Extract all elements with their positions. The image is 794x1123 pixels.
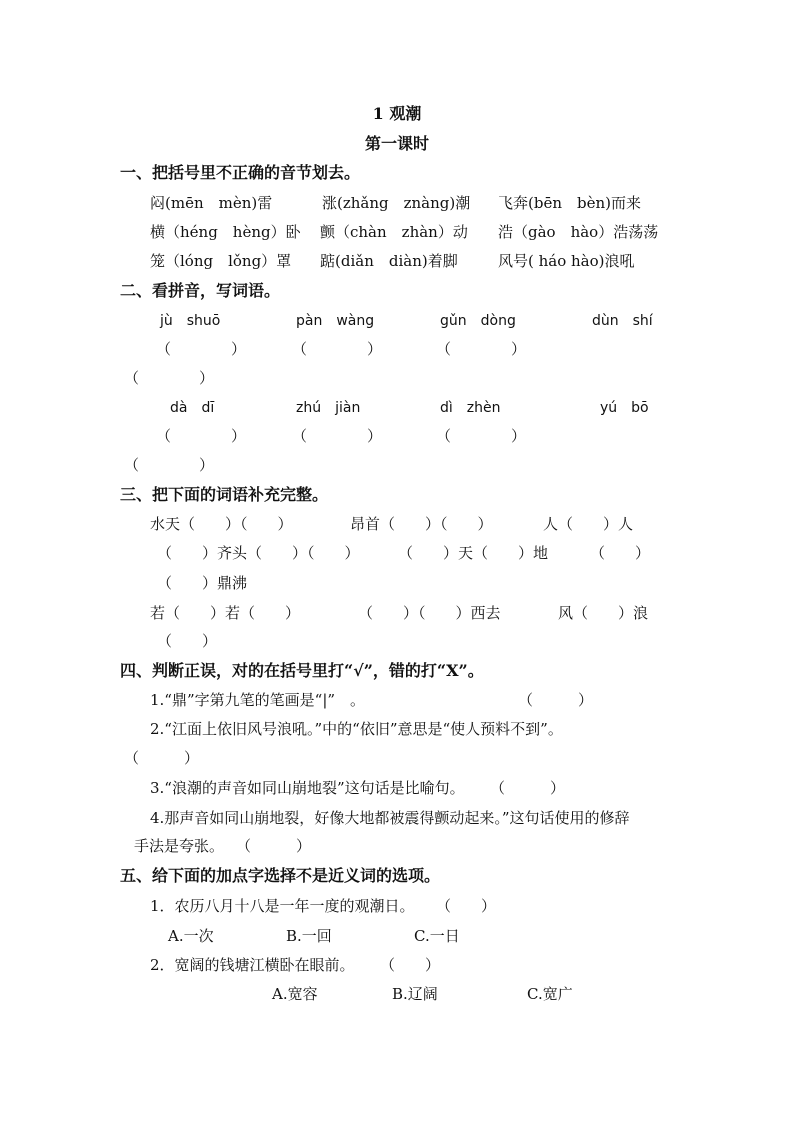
s1-r1-c3: 飞奔(bēn bèn)而来 bbox=[498, 194, 641, 212]
s2-blank-7[interactable]: （ ） bbox=[436, 427, 527, 445]
s1-r1-c1: 闷(mēn mèn)雷 bbox=[150, 194, 273, 212]
s3-l1-b: 昂首（ ）（ ） bbox=[350, 515, 493, 533]
s5-q2-opt-c[interactable]: C.宽广 bbox=[527, 985, 573, 1003]
s5-q2: 2．宽阔的钱塘江横卧在眼前。 bbox=[150, 956, 355, 974]
s5-q1-opt-c[interactable]: C.一日 bbox=[414, 927, 460, 945]
s1-r3-c2: 踮(diǎn diàn)着脚 bbox=[320, 252, 458, 270]
section-5-heading: 五、给下面的加点字选择不是近义词的选项。 bbox=[120, 866, 441, 885]
s4-paren-3[interactable]: （ ） bbox=[490, 779, 566, 797]
s2-pinyin-8: yú bō bbox=[600, 400, 649, 416]
section-4-heading: 四、判断正误，对的在括号里打“√”，错的打“X”。 bbox=[120, 661, 484, 680]
s3-l1-a: 水天（ ）（ ） bbox=[150, 515, 293, 533]
s4-paren-4[interactable]: （ ） bbox=[236, 837, 312, 855]
s2-blank-2[interactable]: （ ） bbox=[292, 340, 383, 358]
s2-pinyin-2: pàn wàng bbox=[296, 313, 375, 329]
s5-q2-paren[interactable]: （ ） bbox=[380, 956, 441, 974]
s1-r2-c3: 浩（gào hào）浩荡荡 bbox=[498, 223, 659, 241]
s2-pinyin-5: dà dī bbox=[170, 400, 215, 416]
s1-r2-c2: 颤（chàn zhàn）动 bbox=[320, 223, 468, 241]
s1-r1-c2: 涨(zhǎng znàng)潮 bbox=[322, 194, 471, 212]
s2-blank-3[interactable]: （ ） bbox=[436, 340, 527, 358]
s4-item-3: 3.“浪潮的声音如同山崩地裂”这句话是比喻句。 bbox=[150, 779, 465, 797]
s4-item-4: 4.那声音如同山崩地裂，好像大地都被震得颤动起来。”这句话使用的修辞 bbox=[150, 809, 630, 827]
s5-q1-opt-a[interactable]: A.一次 bbox=[168, 927, 214, 945]
s1-r2-c1: 横（héng hèng）卧 bbox=[150, 223, 301, 241]
s3-l4-a: 若（ ）若（ ） bbox=[150, 604, 301, 622]
s3-l2-c: （ ） bbox=[590, 544, 651, 562]
s3-l2-a: （ ）齐头（ ）（ ） bbox=[157, 544, 360, 562]
s5-q1-paren[interactable]: （ ） bbox=[436, 897, 497, 915]
s4-paren-1[interactable]: （ ） bbox=[518, 691, 594, 709]
s3-l1-c: 人（ ）人 bbox=[543, 515, 634, 533]
s2-pinyin-1: jù shuō bbox=[160, 313, 221, 329]
s2-blank-4[interactable]: （ ） bbox=[124, 369, 215, 387]
s4-paren-2[interactable]: （ ） bbox=[124, 749, 200, 767]
s2-blank-8[interactable]: （ ） bbox=[124, 456, 215, 474]
s2-blank-1[interactable]: （ ） bbox=[156, 340, 247, 358]
s2-pinyin-7: dì zhèn bbox=[440, 400, 501, 416]
s4-item-2: 2.“江面上依旧风号浪吼。”中的“依旧”意思是“使人预料不到”。 bbox=[150, 720, 563, 738]
s2-blank-5[interactable]: （ ） bbox=[156, 427, 247, 445]
s3-l2-b: （ ）天（ ）地 bbox=[398, 544, 549, 562]
s2-pinyin-6: zhú jiàn bbox=[296, 400, 361, 416]
s1-r3-c1: 笼（lóng lǒng）罩 bbox=[150, 252, 292, 270]
section-2-heading: 二、看拼音，写词语。 bbox=[120, 281, 281, 300]
s5-q2-opt-a[interactable]: A.宽容 bbox=[272, 985, 318, 1003]
s4-item-1: 1.“鼎”字第九笔的笔画是“|” 。 bbox=[150, 691, 366, 709]
s2-pinyin-3: gǔn dòng bbox=[440, 313, 516, 329]
s5-q2-opt-b[interactable]: B.辽阔 bbox=[392, 985, 438, 1003]
s1-r3-c3: 风号( háo hào)浪吼 bbox=[498, 252, 635, 270]
page-subtitle: 第一课时 bbox=[364, 134, 429, 153]
s3-l4-b: （ ）（ ）西去 bbox=[358, 604, 501, 622]
s3-l3-a: （ ）鼎沸 bbox=[157, 574, 248, 592]
s5-q1: 1．农历八月十八是一年一度的观潮日。 bbox=[150, 897, 415, 915]
s3-l4-c: 风（ ）浪 bbox=[558, 604, 649, 622]
section-3-heading: 三、把下面的词语补充完整。 bbox=[120, 485, 329, 504]
s2-blank-6[interactable]: （ ） bbox=[292, 427, 383, 445]
section-1-heading: 一、把括号里不正确的音节划去。 bbox=[120, 163, 361, 182]
s3-l5-a: （ ） bbox=[157, 632, 218, 650]
s2-pinyin-4: dùn shí bbox=[592, 313, 653, 329]
page-title: 1 观潮 bbox=[372, 104, 422, 123]
s5-q1-opt-b[interactable]: B.一回 bbox=[286, 927, 332, 945]
s4-item-4-cont: 手法是夸张。 bbox=[134, 837, 225, 855]
